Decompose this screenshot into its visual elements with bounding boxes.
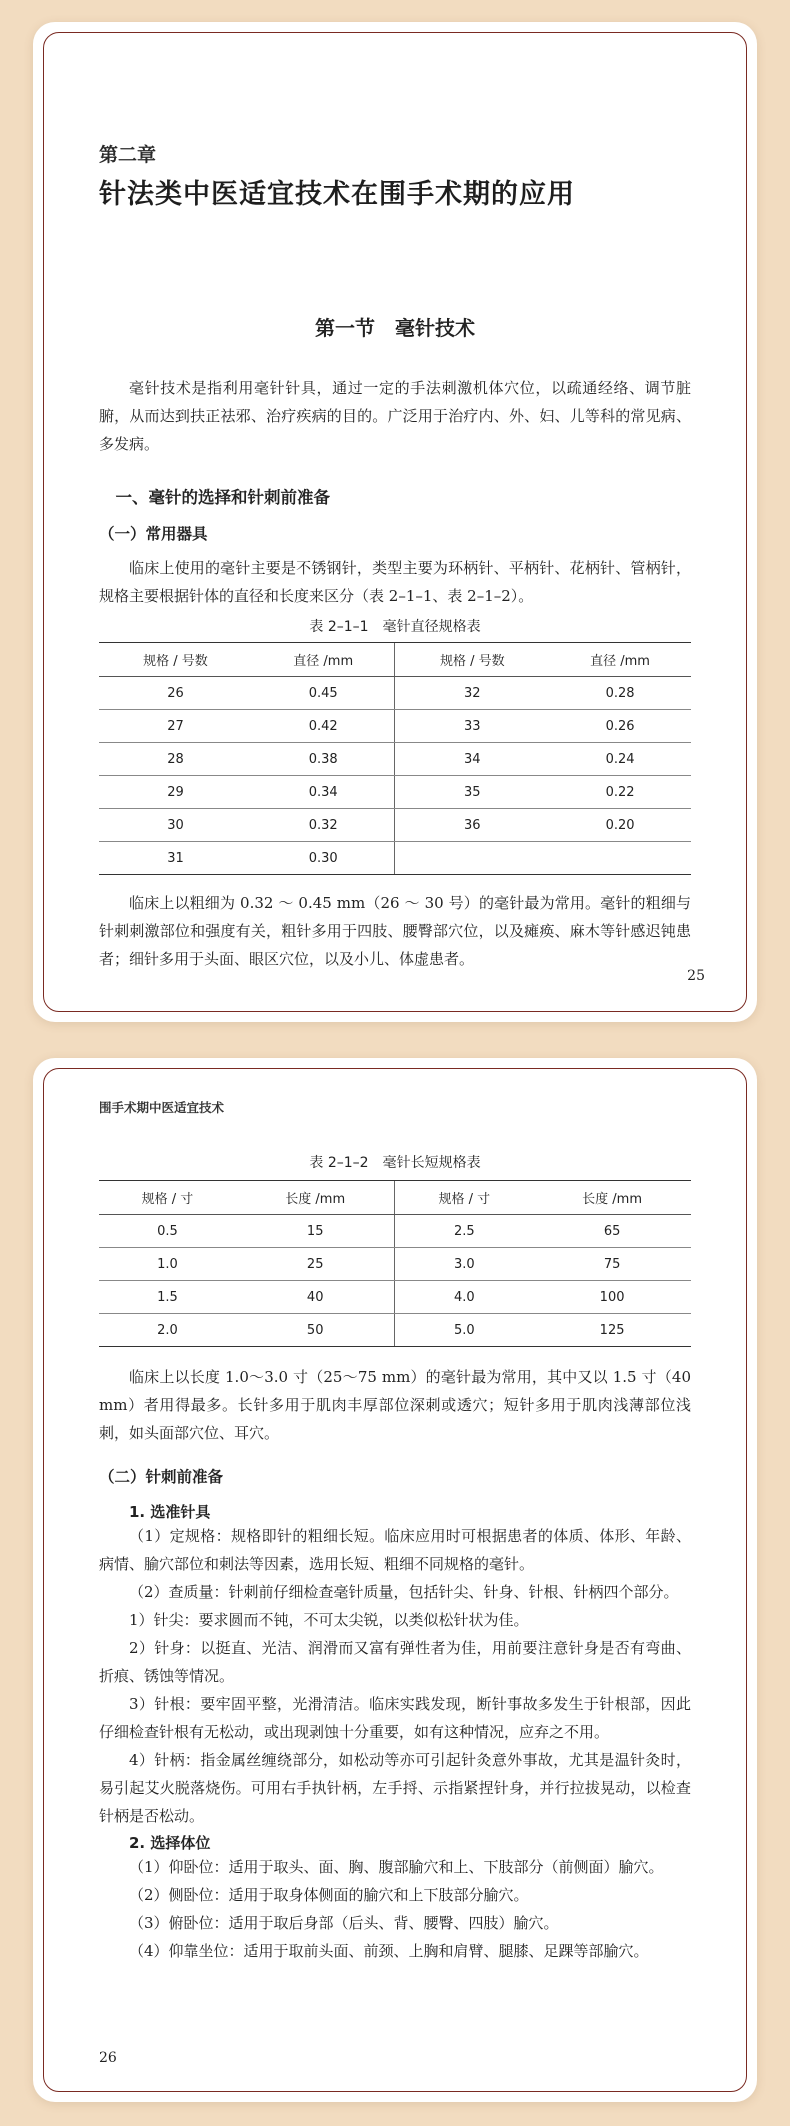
table-cell: 1.0: [99, 1248, 236, 1281]
heading-level2: （二）针刺前准备: [99, 1468, 224, 1486]
table-cell: 0.45: [252, 677, 395, 710]
table-cell: 2.0: [99, 1314, 236, 1347]
table-row: [99, 1248, 691, 1281]
heading-level1: 一、毫针的选择和针刺前准备: [115, 488, 330, 507]
table-header-row: [99, 1181, 691, 1215]
table-header-cell: 直径 /mm: [252, 643, 395, 677]
table-cell: [549, 842, 691, 875]
table-cell: 2.5: [395, 1215, 533, 1248]
paragraph: （1）定规格：规格即针的粗细长短。临床应用时可根据患者的体质、体形、年龄、病情、腧穴部位和刺法等因素，选用长短、粗细不同规格的毫针。: [99, 1527, 691, 1573]
intro-paragraph: 毫针技术是指利用毫针针具，通过一定的手法刺激机体穴位，以疏通经络、调节脏腑，从而达到扶正祛邪、治疗疾病的目的。广泛用于治疗内、外、妇、儿等科的常见病、多发病。: [99, 379, 691, 453]
page-number: 25: [687, 968, 705, 984]
table-row: [99, 677, 691, 710]
table-cell: 32: [395, 677, 549, 710]
table-cell: 31: [99, 842, 252, 875]
table-cell: 3.0: [395, 1248, 533, 1281]
table-cell: 25: [236, 1248, 395, 1281]
table-header-cell: 长度 /mm: [533, 1181, 691, 1215]
table-row: [99, 1314, 691, 1347]
table-header-cell: 规格 / 寸: [395, 1181, 533, 1215]
table-row: [99, 1281, 691, 1314]
paragraph: 4）针柄：指金属丝缠绕部分，如松动等亦可引起针灸意外事故，尤其是温针灸时，易引起艾火脱落烧伤。可用右手执针柄，左手捋、示指紧捏针身，并行拉拔晃动，以检查针柄是否松动。: [99, 1751, 691, 1825]
table-header-row: [99, 643, 691, 677]
table-caption: 表 2–1–2 毫针长短规格表: [309, 1155, 481, 1171]
paragraph: 临床上以长度 1.0～3.0 寸（25～75 mm）的毫针最为常用，其中又以 1.5 寸（40 mm）者用得最多。长针多用于肌肉丰厚部位深刺或透穴；短针多用于肌肉浅薄部位浅刺，如头面部穴位、耳穴。: [99, 1368, 691, 1442]
needle-diameter-table: [99, 642, 691, 875]
table-row: [99, 842, 691, 875]
table-cell: 0.34: [252, 776, 395, 809]
table-cell: 29: [99, 776, 252, 809]
page-card-25: [33, 22, 757, 1022]
paragraph: （2）侧卧位：适用于取身体侧面的腧穴和上下肢部分腧穴。: [129, 1886, 529, 1904]
table-cell: 35: [395, 776, 549, 809]
table-header-cell: 规格 / 寸: [99, 1181, 236, 1215]
paragraph: 2）针身：以挺直、光洁、润滑而又富有弹性者为佳，用前要注意针身是否有弯曲、折痕、锈蚀等情况。: [99, 1639, 691, 1685]
table-header-cell: 规格 / 号数: [99, 643, 252, 677]
paragraph: 临床上以粗细为 0.32 ～ 0.45 mm（26 ～ 30 号）的毫针最为常用。毫针的粗细与针刺刺激部位和强度有关，粗针多用于四肢、腰臀部穴位，以及瘫痪、麻木等针感迟钝患者；细针多用于头面、眼区穴位，以及小儿、体虚患者。: [99, 894, 691, 968]
table-cell: 0.32: [252, 809, 395, 842]
table-cell: 125: [533, 1314, 691, 1347]
table-cell: 5.0: [395, 1314, 533, 1347]
paragraph: （3）俯卧位：适用于取后身部（后头、背、腰臀、四肢）腧穴。: [129, 1914, 559, 1932]
heading-level3: 1. 选准针具: [129, 1503, 211, 1521]
table-cell: 0.22: [549, 776, 691, 809]
paragraph: 1）针尖：要求圆而不钝，不可太尖锐，以类似松针状为佳。: [129, 1611, 529, 1629]
paragraph: 临床上使用的毫针主要是不锈钢针，类型主要为环柄针、平柄针、花柄针、管柄针，规格主要根据针体的直径和长度来区分（表 2–1–1、表 2–1–2）。: [99, 559, 691, 605]
table-cell: 27: [99, 710, 252, 743]
table-cell: 0.20: [549, 809, 691, 842]
table-cell: 28: [99, 743, 252, 776]
table-cell: 75: [533, 1248, 691, 1281]
table-cell: 15: [236, 1215, 395, 1248]
heading-level2: （一）常用器具: [99, 525, 208, 543]
heading-level3: 2. 选择体位: [129, 1834, 211, 1852]
section-title: [33, 312, 757, 341]
paragraph: 3）针根：要牢固平整，光滑清洁。临床实践发现，断针事故多发生于针根部，因此仔细检查针根有无松动，或出现剥蚀十分重要，如有这种情况，应弃之不用。: [99, 1695, 691, 1741]
table-cell: 40: [236, 1281, 395, 1314]
table-row: [99, 809, 691, 842]
table-cell: 33: [395, 710, 549, 743]
table-cell: 0.24: [549, 743, 691, 776]
table-header-cell: 长度 /mm: [236, 1181, 395, 1215]
paragraph: （4）仰靠坐位：适用于取前头面、前颈、上胸和肩臂、腿膝、足踝等部腧穴。: [129, 1942, 649, 1960]
table-row: [99, 1215, 691, 1248]
table-cell: 30: [99, 809, 252, 842]
table-caption: 表 2–1–1 毫针直径规格表: [309, 619, 481, 635]
table-cell: 0.42: [252, 710, 395, 743]
table-cell: 100: [533, 1281, 691, 1314]
table-cell: 4.0: [395, 1281, 533, 1314]
table-cell: 0.26: [549, 710, 691, 743]
table-cell: 65: [533, 1215, 691, 1248]
table-cell: [395, 842, 549, 875]
table-row: [99, 710, 691, 743]
table-header-cell: 直径 /mm: [549, 643, 691, 677]
table-cell: 0.38: [252, 743, 395, 776]
section-number: 第一节: [315, 316, 375, 340]
table-cell: 50: [236, 1314, 395, 1347]
page-card-26: [33, 1058, 757, 2102]
table-cell: 0.5: [99, 1215, 236, 1248]
table-cell: 1.5: [99, 1281, 236, 1314]
table-header-cell: 规格 / 号数: [395, 643, 549, 677]
table-cell: 36: [395, 809, 549, 842]
needle-length-table: [99, 1180, 691, 1347]
page-number: 26: [99, 2050, 117, 2066]
chapter-label: 第二章: [99, 144, 157, 166]
paragraph: （1）仰卧位：适用于取头、面、胸、腹部腧穴和上、下肢部分（前侧面）腧穴。: [129, 1858, 664, 1876]
paragraph: （2）查质量：针刺前仔细检查毫针质量，包括针尖、针身、针根、针柄四个部分。: [129, 1583, 679, 1601]
table-cell: 0.30: [252, 842, 395, 875]
table-cell: 0.28: [549, 677, 691, 710]
running-header: 围手术期中医适宜技术: [99, 1100, 225, 1115]
table-cell: 26: [99, 677, 252, 710]
section-name: 毫针技术: [395, 316, 475, 340]
table-cell: 34: [395, 743, 549, 776]
chapter-title: 针法类中医适宜技术在围手术期的应用: [99, 179, 575, 210]
table-row: [99, 776, 691, 809]
table-row: [99, 743, 691, 776]
